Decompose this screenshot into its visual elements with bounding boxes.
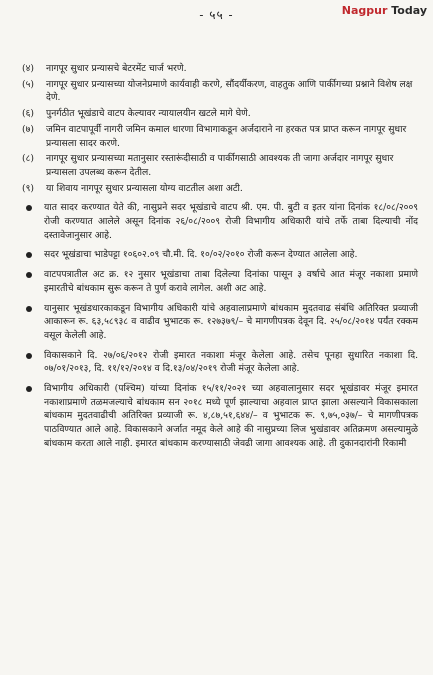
condition-item	[22, 107, 418, 121]
condition-text: नागपूर सुधार प्रन्यासचे बेटरमेंट चार्ज भरणे.	[46, 63, 187, 74]
brand-logo	[342, 4, 427, 17]
bullet-item	[22, 248, 418, 262]
condition-item	[22, 62, 418, 76]
bullet-item	[22, 349, 418, 376]
bullet-dot-icon	[26, 272, 32, 278]
bullet-item	[22, 382, 418, 451]
brand-name-part2: Today	[391, 4, 427, 17]
condition-text: जमिन वाटपापूर्वी नागरी जमिन कमाल धारणा विभागाकडून अर्जदाराने ना हरकत पत्र प्राप्त करून नागपूर सुधार प्रन्यासला सादर करणे.	[46, 123, 407, 149]
bullet-text: यात सादर करण्यात येते की, नासुप्रने सदर भूखंडाचे वाटप श्री. एम. पी. बुटी व इतर यांना दिनांक १८/०८/२००९ रोजी करण्यात आलेले असून दिनांक २६/०८/२००९ रोजी विभागीय अधिकारी यांचे तर्फे ताबा दिल्याची नोंद दस्तावेजानुसार आहे.	[44, 202, 418, 241]
condition-text: नागपूर सुधार प्रन्यासच्या योजनेप्रमाणे कार्यवाही करणे, सौंदर्यीकरण, वाहतुक आणि पार्कीगच्या प्रश्नाने विशेष लक्ष देणे.	[46, 78, 413, 104]
condition-number: (७)	[22, 123, 34, 135]
condition-text: नागपूर सुधार प्रन्यासच्या मतानुसार रस्तारूंदीसाठी व पार्कीगसाठी आवश्यक ती जागा अर्जदार नागपूर सुधार प्रन्यासला उपलब्ध करून देतील.	[46, 153, 394, 178]
bullet-dot-icon	[26, 353, 32, 359]
bullet-dot-icon	[26, 386, 32, 392]
bullet-list	[22, 201, 418, 450]
conditions-list	[22, 62, 418, 195]
condition-number: (८)	[22, 153, 34, 165]
condition-number: (४)	[22, 63, 34, 74]
bullet-item	[22, 302, 418, 343]
bullet-dot-icon	[26, 306, 32, 312]
condition-item	[22, 182, 418, 196]
condition-text: पुनर्गठीत भूखंडाचे वाटप केल्यावर न्यायालयीन खटले मागे घेणे.	[46, 108, 251, 120]
condition-item	[22, 152, 418, 179]
condition-number: (५)	[22, 78, 34, 90]
document-body	[22, 62, 418, 457]
condition-number: (९)	[22, 182, 34, 194]
bullet-text: विभागीय अधिकारी (पश्चिम) यांच्या दिनांक १५/११/२०२१ च्या अहवालानुसार सदर भूखंडावर मंजूर इमारत नकाशाप्रमाणे तळमजल्याचे बांधकाम सन २०१८ मध्ये पूर्ण झाल्याचा अहवाल प्राप्त झाला असल्याने विकासकाला बांधकाम मुदतवाढीची अतिरिक्त प्रव्याजी रू. ४,८७,५१,६४४/– व भुभाटक रू. ९,७५,०३७/– चे मागणीपत्रक पाठविण्यात आले आहे. विकासकाने अर्जात नमूद केले आहे की नासुप्रच्या लिज भुखंडावर अतिक्रमण असल्यामुळे बांधकाम करता आले नाही. इमारत बांधकाम करण्यासाठी जेवढी जागा आवश्यक आहे. ती दुकानदारांनी रिकामी	[44, 383, 418, 449]
bullet-text: विकासकाने दि. २७/०६/२०१२ रोजी इमारत नकाशा मंजूर केलेला आहे. तसेच पूनहा सुधारित नकाशा दि. ०७/०१/२०१३, दि. ११/१२/२०१४ व दि.१३/०४/२०१९ रोजी मंजूर केलेला आहे.	[44, 349, 418, 375]
bullet-text: सदर भूखंडाचा भाडेपट्टा १०६०२.०९ चौ.मी. दि. १०/०२/२०१० रोजी करून देण्यात आलेला आहे.	[44, 249, 358, 261]
bullet-item	[22, 268, 418, 295]
page-number: - ५५ -	[199, 8, 234, 22]
brand-name-part1: Nagpur	[341, 4, 388, 17]
condition-number: (६)	[22, 108, 34, 120]
bullet-dot-icon	[26, 205, 32, 211]
bullet-text: यानुसार भूखंडधारकाकडून विभागीय अधिकारी यांचे अहवालाप्रमाणे बांधकाम मुदतवाढ संबंधि अतिरिक्त प्रव्याजी आकारून रू. ६३,५८९३८ व वाढीव भुभाटक रू. १२७३७९/– चे मागणीपत्रक देवून दि. २५/०८/२०१४ पर्यंत रक्कम वसूल केलेली आहे.	[44, 302, 418, 341]
bullet-dot-icon	[26, 252, 32, 258]
bullet-text: वाटपपत्रातील अट क्र. १२ नुसार भूखंडाचा ताबा दिलेल्या दिनांका पासून ३ वर्षाचे आत मंजूर नकाशा प्रमाणे इमारतीचे बांधकाम सुरू करून ते पुर्ण करावे लागेल. अशी अट आहे.	[44, 269, 418, 294]
condition-item	[22, 78, 418, 105]
bullet-item	[22, 201, 418, 242]
condition-item	[22, 123, 418, 150]
condition-text: या शिवाय नागपूर सुधार प्रन्यासला योग्य वाटतील अशा अटी.	[46, 182, 243, 194]
